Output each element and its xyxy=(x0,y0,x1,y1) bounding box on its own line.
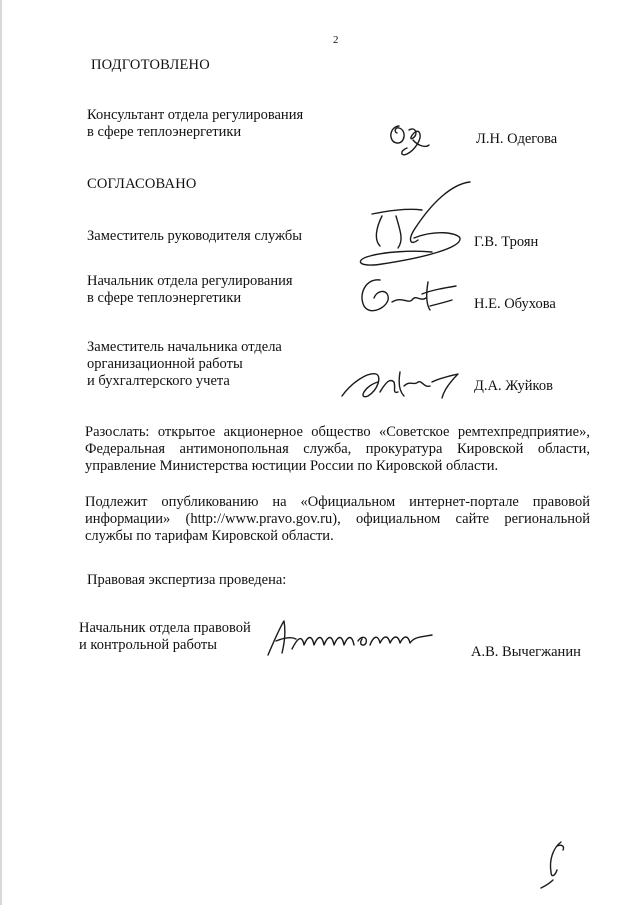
signature-obukhova xyxy=(352,272,462,322)
distribution-paragraph: Разослать: открытое акционерное общество «Советское ремтехпредприятие», Федеральная антимонопольная служба, прокуратура Кировской области, управление Министерства юстиции России по Кировской области. xyxy=(85,424,590,474)
agreed-2-name: Н.Е. Обухова xyxy=(474,296,556,312)
agreed-3-position-line1: Заместитель начальника отдела xyxy=(87,339,282,355)
agreed-3-name: Д.А. Жуйков xyxy=(474,378,553,394)
legal-review-label: Правовая экспертиза проведена: xyxy=(87,572,287,588)
legal-name: А.В. Вычегжанин xyxy=(471,644,581,660)
agreed-heading: СОГЛАСОВАНО xyxy=(87,176,197,192)
prepared-name: Л.Н. Одегова xyxy=(476,131,558,147)
agreed-2-position-line2: в сфере теплоэнергетики xyxy=(87,290,242,306)
signature-zhuikov xyxy=(338,362,463,407)
scan-edge xyxy=(0,0,2,905)
signature-troyan xyxy=(352,178,477,273)
legal-position-line1: Начальник отдела правовой xyxy=(79,620,251,636)
agreed-3-position-line2: организационной работы xyxy=(87,356,243,372)
legal-position-line2: и контрольной работы xyxy=(79,637,217,653)
agreed-1-name: Г.В. Троян xyxy=(474,234,539,250)
agreed-3-position-line3: и бухгалтерского учета xyxy=(87,373,230,389)
prepared-heading: ПОДГОТОВЛЕНО xyxy=(91,57,210,73)
signature-vychegzhanin xyxy=(262,615,442,660)
agreed-1-position: Заместитель руководителя службы xyxy=(87,228,303,244)
prepared-position-line1: Консультант отдела регулирования xyxy=(87,107,304,123)
page-number: 2 xyxy=(333,34,339,46)
signature-odegova xyxy=(385,118,435,163)
agreed-2-position-line1: Начальник отдела регулирования xyxy=(87,273,293,289)
publication-paragraph: Подлежит опубликованию на «Официальном интернет-портале правовой информации» (http://www.pravo.gov.ru), официальном сайте региональной службы по тарифам Кировской области. xyxy=(85,494,590,544)
prepared-position-line2: в сфере теплоэнергетики xyxy=(87,124,242,140)
marginal-initial-mark xyxy=(535,838,575,893)
